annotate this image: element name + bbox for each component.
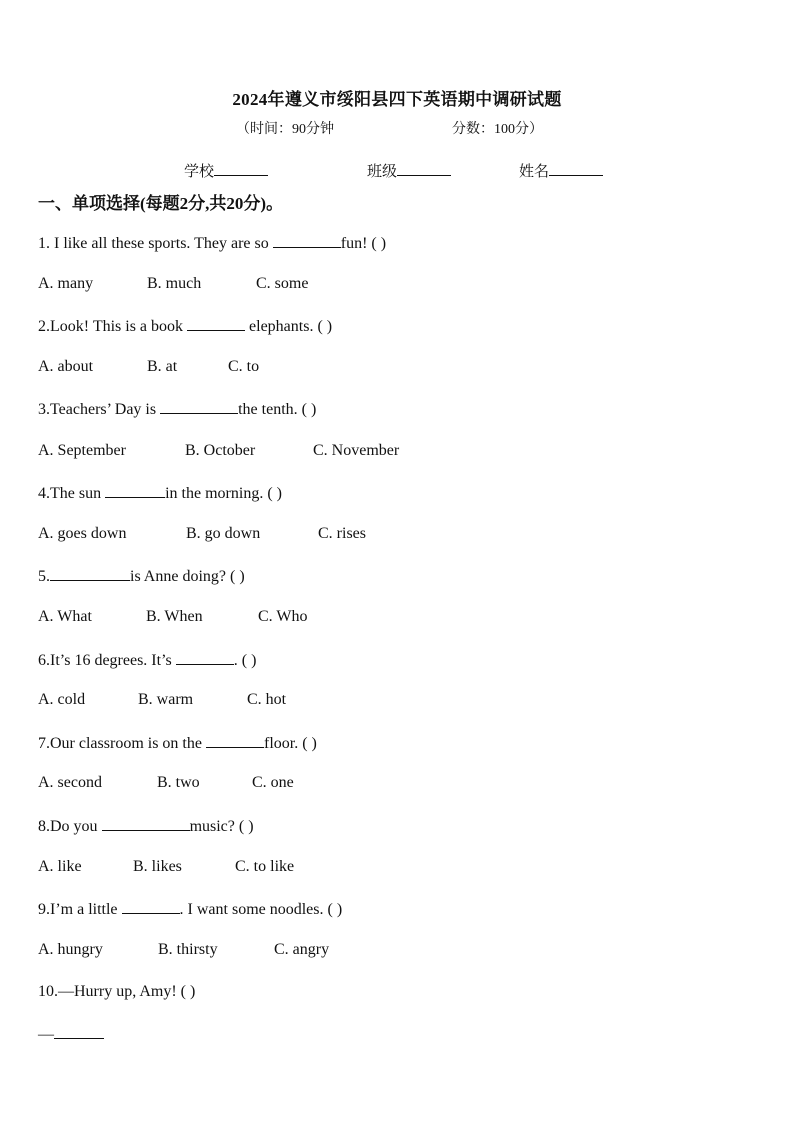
question-text-post: in the morning. ( ) xyxy=(165,485,282,502)
option-b[interactable]: B. much xyxy=(147,275,202,292)
option-a[interactable]: A. hungry xyxy=(38,941,103,958)
question-6 xyxy=(38,650,256,670)
answer-dash: — xyxy=(38,1026,54,1043)
question-text-pre: 7.Our classroom is on the xyxy=(38,735,206,752)
option-a[interactable]: A. goes down xyxy=(38,525,127,542)
answer-blank[interactable] xyxy=(102,816,190,831)
option-c[interactable]: C. some xyxy=(256,275,309,292)
answer-blank[interactable] xyxy=(176,650,234,665)
question-7 xyxy=(38,733,317,753)
name-label: 姓名 xyxy=(519,164,550,180)
option-c[interactable]: C. Who xyxy=(258,608,308,625)
name-field xyxy=(519,160,603,181)
class-field xyxy=(367,160,451,181)
class-label: 班级 xyxy=(367,164,398,180)
option-c[interactable]: C. angry xyxy=(274,941,330,958)
answer-blank[interactable] xyxy=(206,733,264,748)
question-9 xyxy=(38,899,342,919)
option-b[interactable]: B. warm xyxy=(138,691,194,708)
question-text-pre: 2.Look! This is a book xyxy=(38,318,188,335)
option-a[interactable]: A. like xyxy=(38,858,82,875)
question-3 xyxy=(38,399,316,419)
question-text-pre: 1. I like all these sports. They are so xyxy=(38,235,273,252)
question-text-post: elephants. ( ) xyxy=(245,318,333,335)
option-c[interactable]: C. rises xyxy=(318,525,366,542)
question-text: 10.—Hurry up, Amy! ( ) xyxy=(38,983,196,1000)
section-title: 一、单项选择(每题2分,共20分)。 xyxy=(38,194,284,213)
option-c[interactable]: C. one xyxy=(252,774,294,791)
question-text-post: fun! ( ) xyxy=(340,235,387,252)
option-c[interactable]: C. to like xyxy=(235,858,295,875)
answer-blank[interactable] xyxy=(160,399,238,414)
question-text-pre: 3.Teachers’ Day is xyxy=(38,401,161,418)
answer-blank[interactable] xyxy=(105,483,165,498)
question-text-post: is Anne doing? ( ) xyxy=(130,568,245,585)
option-a[interactable]: A. September xyxy=(38,442,126,459)
option-b[interactable]: B. likes xyxy=(133,858,182,875)
question-text-post: floor. ( ) xyxy=(263,735,317,752)
answer-blank[interactable] xyxy=(273,233,341,248)
answer-blank[interactable] xyxy=(50,566,130,581)
option-a[interactable]: A. cold xyxy=(38,691,86,708)
answer-line xyxy=(38,1024,104,1044)
exam-title: 2024年遵义市绥阳县四下英语期中调研试题 xyxy=(232,90,562,109)
school-field xyxy=(184,160,268,181)
option-a[interactable]: A. about xyxy=(38,358,94,375)
question-8 xyxy=(38,816,254,836)
question-4 xyxy=(38,483,282,503)
option-b[interactable]: B. October xyxy=(185,442,256,459)
option-c[interactable]: C. hot xyxy=(247,691,287,708)
question-5 xyxy=(38,566,245,586)
answer-blank[interactable] xyxy=(187,316,245,331)
option-c[interactable]: C. November xyxy=(313,442,400,459)
question-1 xyxy=(38,233,386,253)
option-b[interactable]: B. When xyxy=(146,608,203,625)
question-text-pre: 6.It’s 16 degrees. It’s xyxy=(38,652,176,669)
option-b[interactable]: B. two xyxy=(157,774,200,791)
option-c[interactable]: C. to xyxy=(228,358,260,375)
question-text-post: music? ( ) xyxy=(189,818,254,835)
exam-time: （时间：90分钟 xyxy=(236,122,334,137)
option-b[interactable]: B. at xyxy=(147,358,178,375)
option-a[interactable]: A. second xyxy=(38,774,102,791)
option-a[interactable]: A. What xyxy=(38,608,92,625)
question-text-post: . ( ) xyxy=(233,652,257,669)
answer-blank[interactable] xyxy=(122,899,180,914)
answer-blank[interactable] xyxy=(54,1024,104,1039)
option-b[interactable]: B. go down xyxy=(186,525,261,542)
option-a[interactable]: A. many xyxy=(38,275,94,292)
school-label: 学校 xyxy=(184,164,215,180)
name-blank[interactable] xyxy=(549,160,603,176)
question-text-pre: 9.I’m a little xyxy=(38,901,122,918)
option-b[interactable]: B. thirsty xyxy=(158,941,218,958)
question-text-pre: 4.The sun xyxy=(38,485,106,502)
exam-score: 分数：100分） xyxy=(452,122,543,137)
class-blank[interactable] xyxy=(397,160,451,176)
question-10 xyxy=(38,983,195,1001)
question-text-post: the tenth. ( ) xyxy=(238,401,317,418)
school-blank[interactable] xyxy=(214,160,268,176)
question-text-post: . I want some noodles. ( ) xyxy=(179,901,343,918)
question-text-pre: 8.Do you xyxy=(38,818,102,835)
question-text-pre: 5. xyxy=(38,568,50,585)
question-2 xyxy=(38,316,332,336)
